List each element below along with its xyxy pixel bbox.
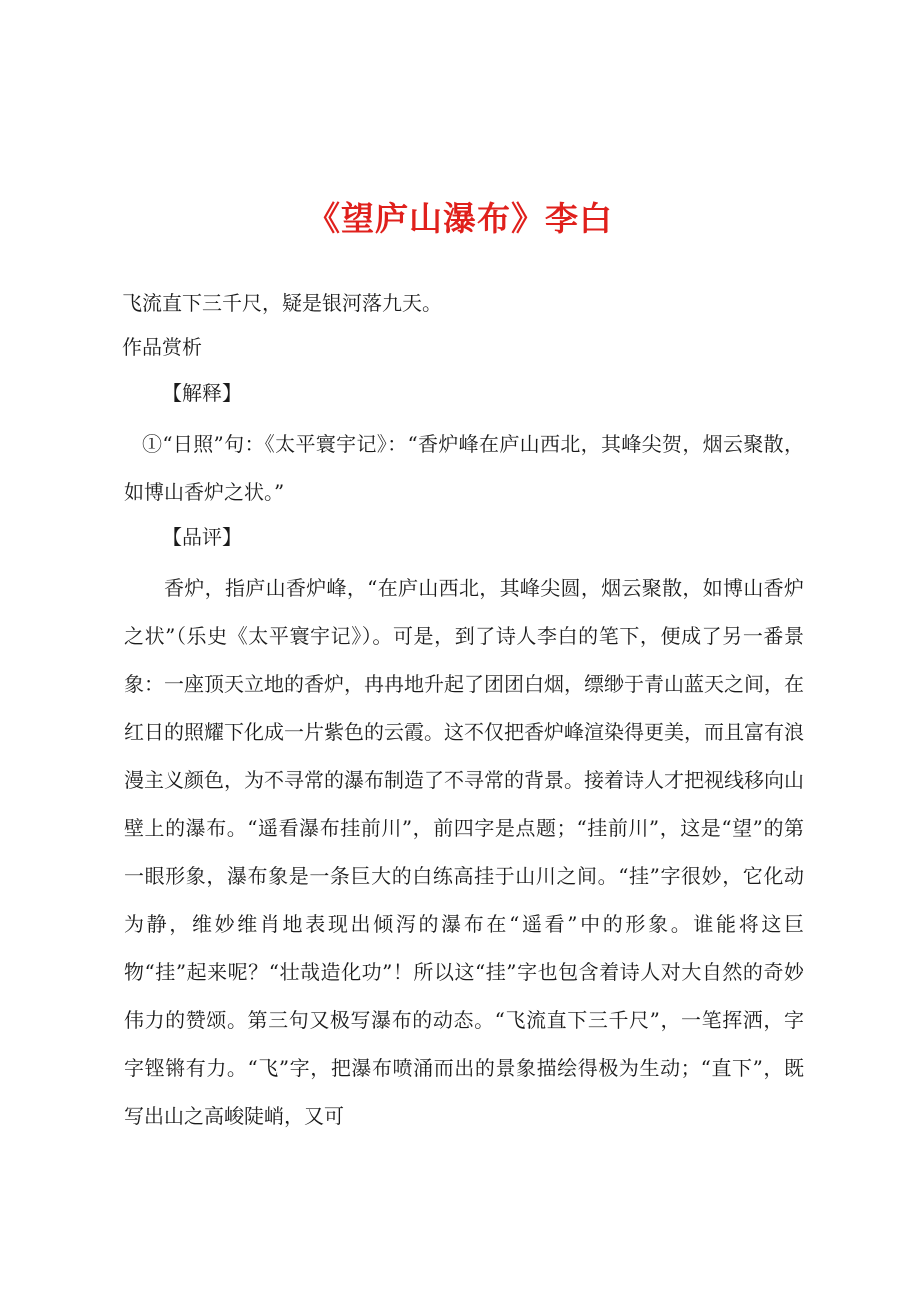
explanation-heading: 【解释】 bbox=[162, 381, 242, 405]
page-title: 《望庐山瀑布》李白 bbox=[307, 199, 613, 238]
poem-line: 飞流直下三千尺，疑是银河落九天。 bbox=[122, 291, 442, 315]
section-heading: 作品赏析 bbox=[122, 335, 202, 359]
review-heading: 【品评】 bbox=[162, 525, 242, 549]
review-paragraph: 香炉，指庐山香炉峰，“在庐山西北，其峰尖圆，烟云聚散，如博山香炉之状”（乐史《太平寰宇记》）。可是，到了诗人李白的笔下，便成了另一番景象：一座顶天立地的香炉，冉冉地升起了团团白烟，缥缈于青山蓝天之间，在红日的照耀下化成一片紫色的云霞。这不仅把香炉峰渲染得更美，而且富有浪漫主义颜色，为不寻常的瀑布制造了不寻常的背景。接着诗人才把视线移向山壁上的瀑布。“遥看瀑布挂前川”，前四字是点题；“挂前川”，这是“望”的第一眼形象，瀑布象是一条巨大的白练高挂于山川之间。“挂”字很妙，它化动为静，维妙维肖地表现出倾泻的瀑布在“遥看”中的形象。谁能将这巨物“挂”起来呢？“壮哉造化功”！所以这“挂”字也包含着诗人对大自然的奇妙伟力的赞颂。第三句又极写瀑布的动态。“飞流直下三千尺”，一笔挥洒，字字铿锵有力。“飞”字，把瀑布喷涌而出的景象描绘得极为生动；“直下”，既写出山之高峻陡峭，又可 bbox=[124, 576, 804, 1128]
explanation-note: ①“日照”句：《太平寰宇记》：“香炉峰在庐山西北，其峰尖贺，烟云聚散，如博山香炉之状。” bbox=[124, 432, 804, 504]
